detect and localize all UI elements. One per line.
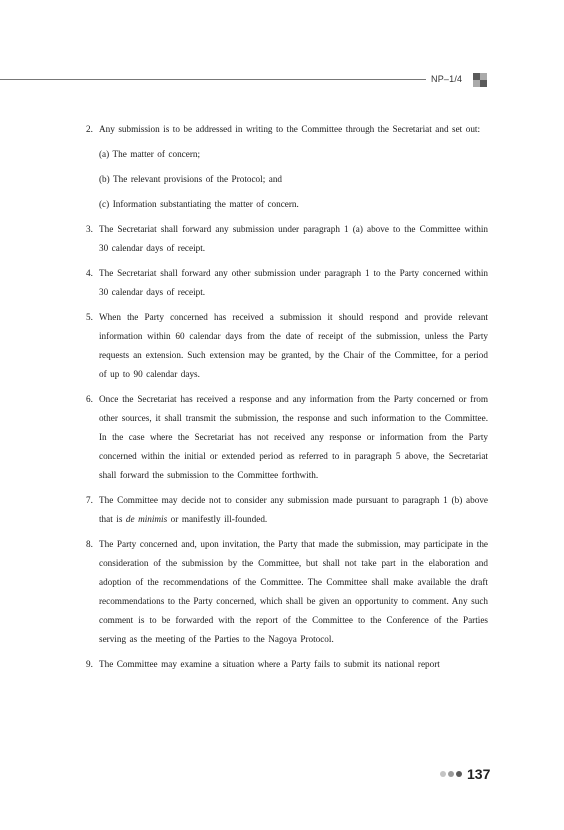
header-rule <box>0 79 426 80</box>
paragraph-5 <box>86 308 488 384</box>
footer-dot <box>456 771 462 777</box>
paragraph-text: Any submission is to be addressed in writing to the Committee through the Secretariat and set out: <box>99 124 481 134</box>
paragraph-text-end: or manifestly ill-founded. <box>167 514 268 524</box>
paragraph-text: Once the Secretariat has received a response and any information from the Party concerned or from other sources, it shall transmit the submission, the response and such information to the Committee. In the case where the Secretariat has not received any response or information from the Party concerned within the initial or extended period as referred to in paragraph 5 above, the Secretariat shall forward the submission to the Committee forthwith. <box>99 394 488 480</box>
sub-item-b: (b) The relevant provisions of the Protocol; and <box>99 174 283 184</box>
paragraph-9 <box>86 655 488 674</box>
paragraph-text: The Party concerned and, upon invitation, the Party that made the submission, may participate in the consideration of the submission by the Committee, but shall not take part in the elaboration and adoption of the recommendations of the Committee. The Committee shall make available the draft recommendations to the Party concerned, which shall be given an opportunity to comment. Any such comment is to be forwarded with the report of the Committee to the Conference of the Parties serving as the meeting of the Parties to the Nagoya Protocol. <box>99 539 488 644</box>
footer-dot <box>440 771 446 777</box>
document-body <box>86 120 488 680</box>
header-block-cell <box>473 80 480 87</box>
paragraph-text: The Secretariat shall forward any submission under paragraph 1 (a) above to the Committee within 30 calendar days of receipt. <box>99 224 488 253</box>
paragraph-number: 3. <box>86 224 93 234</box>
paragraph-3 <box>86 220 488 258</box>
paragraph-text-start: The Committee may decide not to consider any submission made pursuant to paragraph 1 (b) above that is <box>99 495 488 524</box>
paragraph-number: 7. <box>86 495 93 505</box>
header-block-cell <box>480 73 487 80</box>
sub-item-a: (a) The matter of concern; <box>99 149 201 159</box>
paragraph-8 <box>86 535 488 649</box>
paragraph-number: 8. <box>86 539 93 549</box>
paragraph-text: The Committee may examine a situation where a Party fails to submit its national report <box>99 659 440 669</box>
paragraph-6 <box>86 390 488 485</box>
paragraph-text: The Secretariat shall forward any other submission under paragraph 1 to the Party concerned within 30 calendar days of receipt. <box>99 268 488 297</box>
header-block-cell <box>480 80 487 87</box>
sub-item-c: (c) Information substantiating the matter of concern. <box>99 199 299 209</box>
header-block-cell <box>473 73 480 80</box>
paragraph-number: 5. <box>86 312 93 322</box>
paragraph-7 <box>86 491 488 529</box>
paragraph-number: 6. <box>86 394 93 404</box>
header-block-icon <box>473 73 487 87</box>
paragraph-number: 2. <box>86 124 93 134</box>
document-code: NP–1/4 <box>431 74 463 84</box>
page-number: 137 <box>467 766 491 782</box>
paragraph-text: When the Party concerned has received a submission it should respond and provide relevant information within 60 calendar days from the date of receipt of the submission, unless the Party requests an extension. Such extension may be granted, by the Chair of the Committee, for a period of up to 90 calendar days. <box>99 312 488 379</box>
paragraph-4 <box>86 264 488 302</box>
footer-dots-icon <box>440 771 462 777</box>
footer-dot <box>448 771 454 777</box>
page-footer <box>440 766 500 782</box>
paragraph-number: 4. <box>86 268 93 278</box>
paragraph-text-italic: de minimis <box>125 514 168 524</box>
paragraph-2 <box>86 120 488 139</box>
paragraph-number: 9. <box>86 659 93 669</box>
